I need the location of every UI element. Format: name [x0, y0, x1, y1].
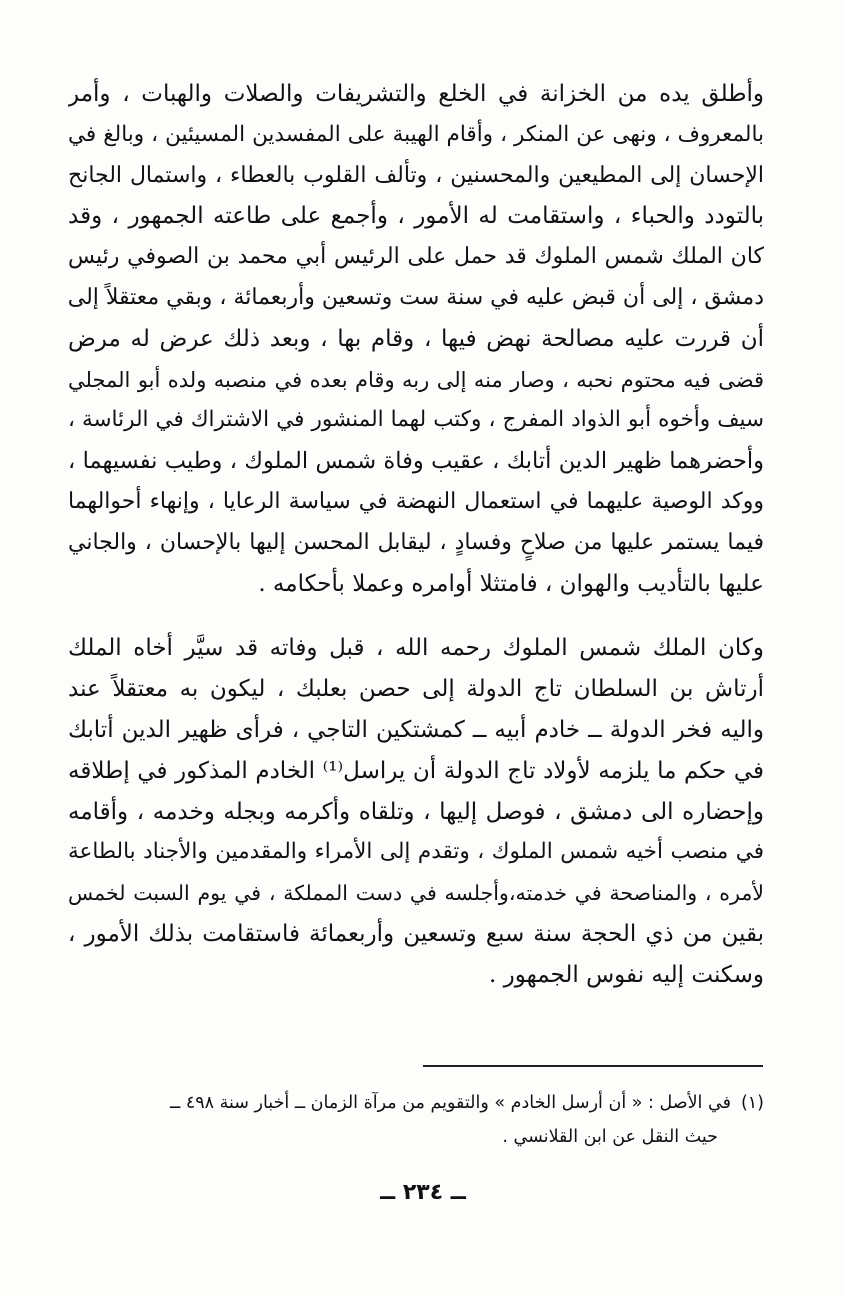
footnote-text: في الأصل : « أن أرسل الخادم » والتقويم من مرآة الزمان ــ أخبار سنة ٤٩٨ ــ [170, 1093, 731, 1113]
text-line: دمشق ، إلى أن قبض عليه في سنة ست وتسعين وأربعمائة ، وبقي معتقلاً إلى [68, 284, 764, 310]
text-line: ووكد الوصية عليهما في استعمال النهضة في سياسة الرعايا ، وإنهاء أحوالهما [68, 488, 764, 514]
text-line: فيما يستمر عليها من صلاحٍ وفسادٍ ، ليقابل المحسن إليها بالإحسان ، والجاني [68, 529, 764, 555]
text-line: وإحضاره الى دمشق ، فوصل إليها ، وتلقاه وأكرمه وبجله وخدمه ، وأقامه [68, 798, 764, 825]
text-line: سيف وأخوه أبو الذواد المفرج ، وكتب لهما المنشور في الاشتراك في الرئاسة ، [68, 407, 764, 433]
text-line: في منصب أخيه شمس الملوك ، وتقدم إلى الأمراء والمقدمين والأجناد بالطاعة [68, 839, 764, 865]
page-number: ــ ٢٣٤ ــ [380, 1180, 466, 1205]
text-line: أن قررت عليه مصالحة نهض فيها ، وقام بها ، وبعد ذلك عرض له مرض [68, 325, 764, 352]
text-line: وسكنت إليه نفوس الجمهور . [489, 961, 764, 988]
paragraph-1 [68, 74, 764, 604]
paragraph-2 [68, 628, 764, 995]
text-line: الإحسان إلى المطيعين والمحسنين ، وتألف القلوب بالعطاء ، واستمال الجانح [68, 162, 764, 188]
footnote-separator [423, 1065, 763, 1067]
footnote [68, 1086, 764, 1154]
text-line: قضى فيه محتوم نحبه ، وصار منه إلى ربه وقام بعده في منصبه ولده أبو المجلي [68, 367, 764, 392]
text-line: واليه فخر الدولة ــ خادم أبيه ــ كمشتكين التاجي ، فرأى ظهير الدين أتابك [68, 716, 764, 743]
text-line: بالتودد والحباء ، واستقامت له الأمور ، وأجمع على طاعته الجمهور ، وقد [68, 203, 764, 230]
text-line: لأمره ، والمناصحة في خدمته،وأجلسه في دست المملكة ، في يوم السبت لخمس [68, 881, 764, 906]
footnote-line [68, 1086, 764, 1120]
text-line: وأطلق يده من الخزانة في الخلع والتشريفات والصلات والهبات ، وأمر [68, 81, 764, 107]
text-line: أرتاش بن السلطان تاج الدولة إلى حصن بعلبك ، ليكون به معتقلاً عند [68, 676, 764, 703]
text-line: وأحضرهما ظهير الدين أتابك ، عقيب وفاة شمس الملوك ، وطيب نفسيهما ، [68, 448, 764, 475]
footnote-number: (١) [740, 1093, 764, 1113]
text-line: عليها بالتأديب والهوان ، فامتثلا أوامره وعملا بأحكامه . [258, 570, 764, 597]
text-line: وكان الملك شمس الملوك رحمه الله ، قبل وفاته قد سيَّر أخاه الملك [68, 635, 764, 662]
text-line: كان الملك شمس الملوك قد حمل على الرئيس أبي محمد بن الصوفي رئيس [68, 244, 764, 270]
text-line: في حكم ما يلزمه لأولاد تاج الدولة أن يراسل⁽¹⁾ الخادم المذكور في إطلاقه [68, 757, 764, 784]
text-line: بقين من ذي الحجة سنة سبع وتسعين وأربعمائة فاستقامت بذلك الأمور ، [68, 920, 764, 947]
footnote-line: حيث النقل عن ابن القلانسي . [502, 1127, 718, 1147]
text-line: بالمعروف ، ونهى عن المنكر ، وأقام الهيبة على المفسدين المسيئين ، وبالغ في [68, 121, 764, 147]
main-text [68, 74, 764, 996]
